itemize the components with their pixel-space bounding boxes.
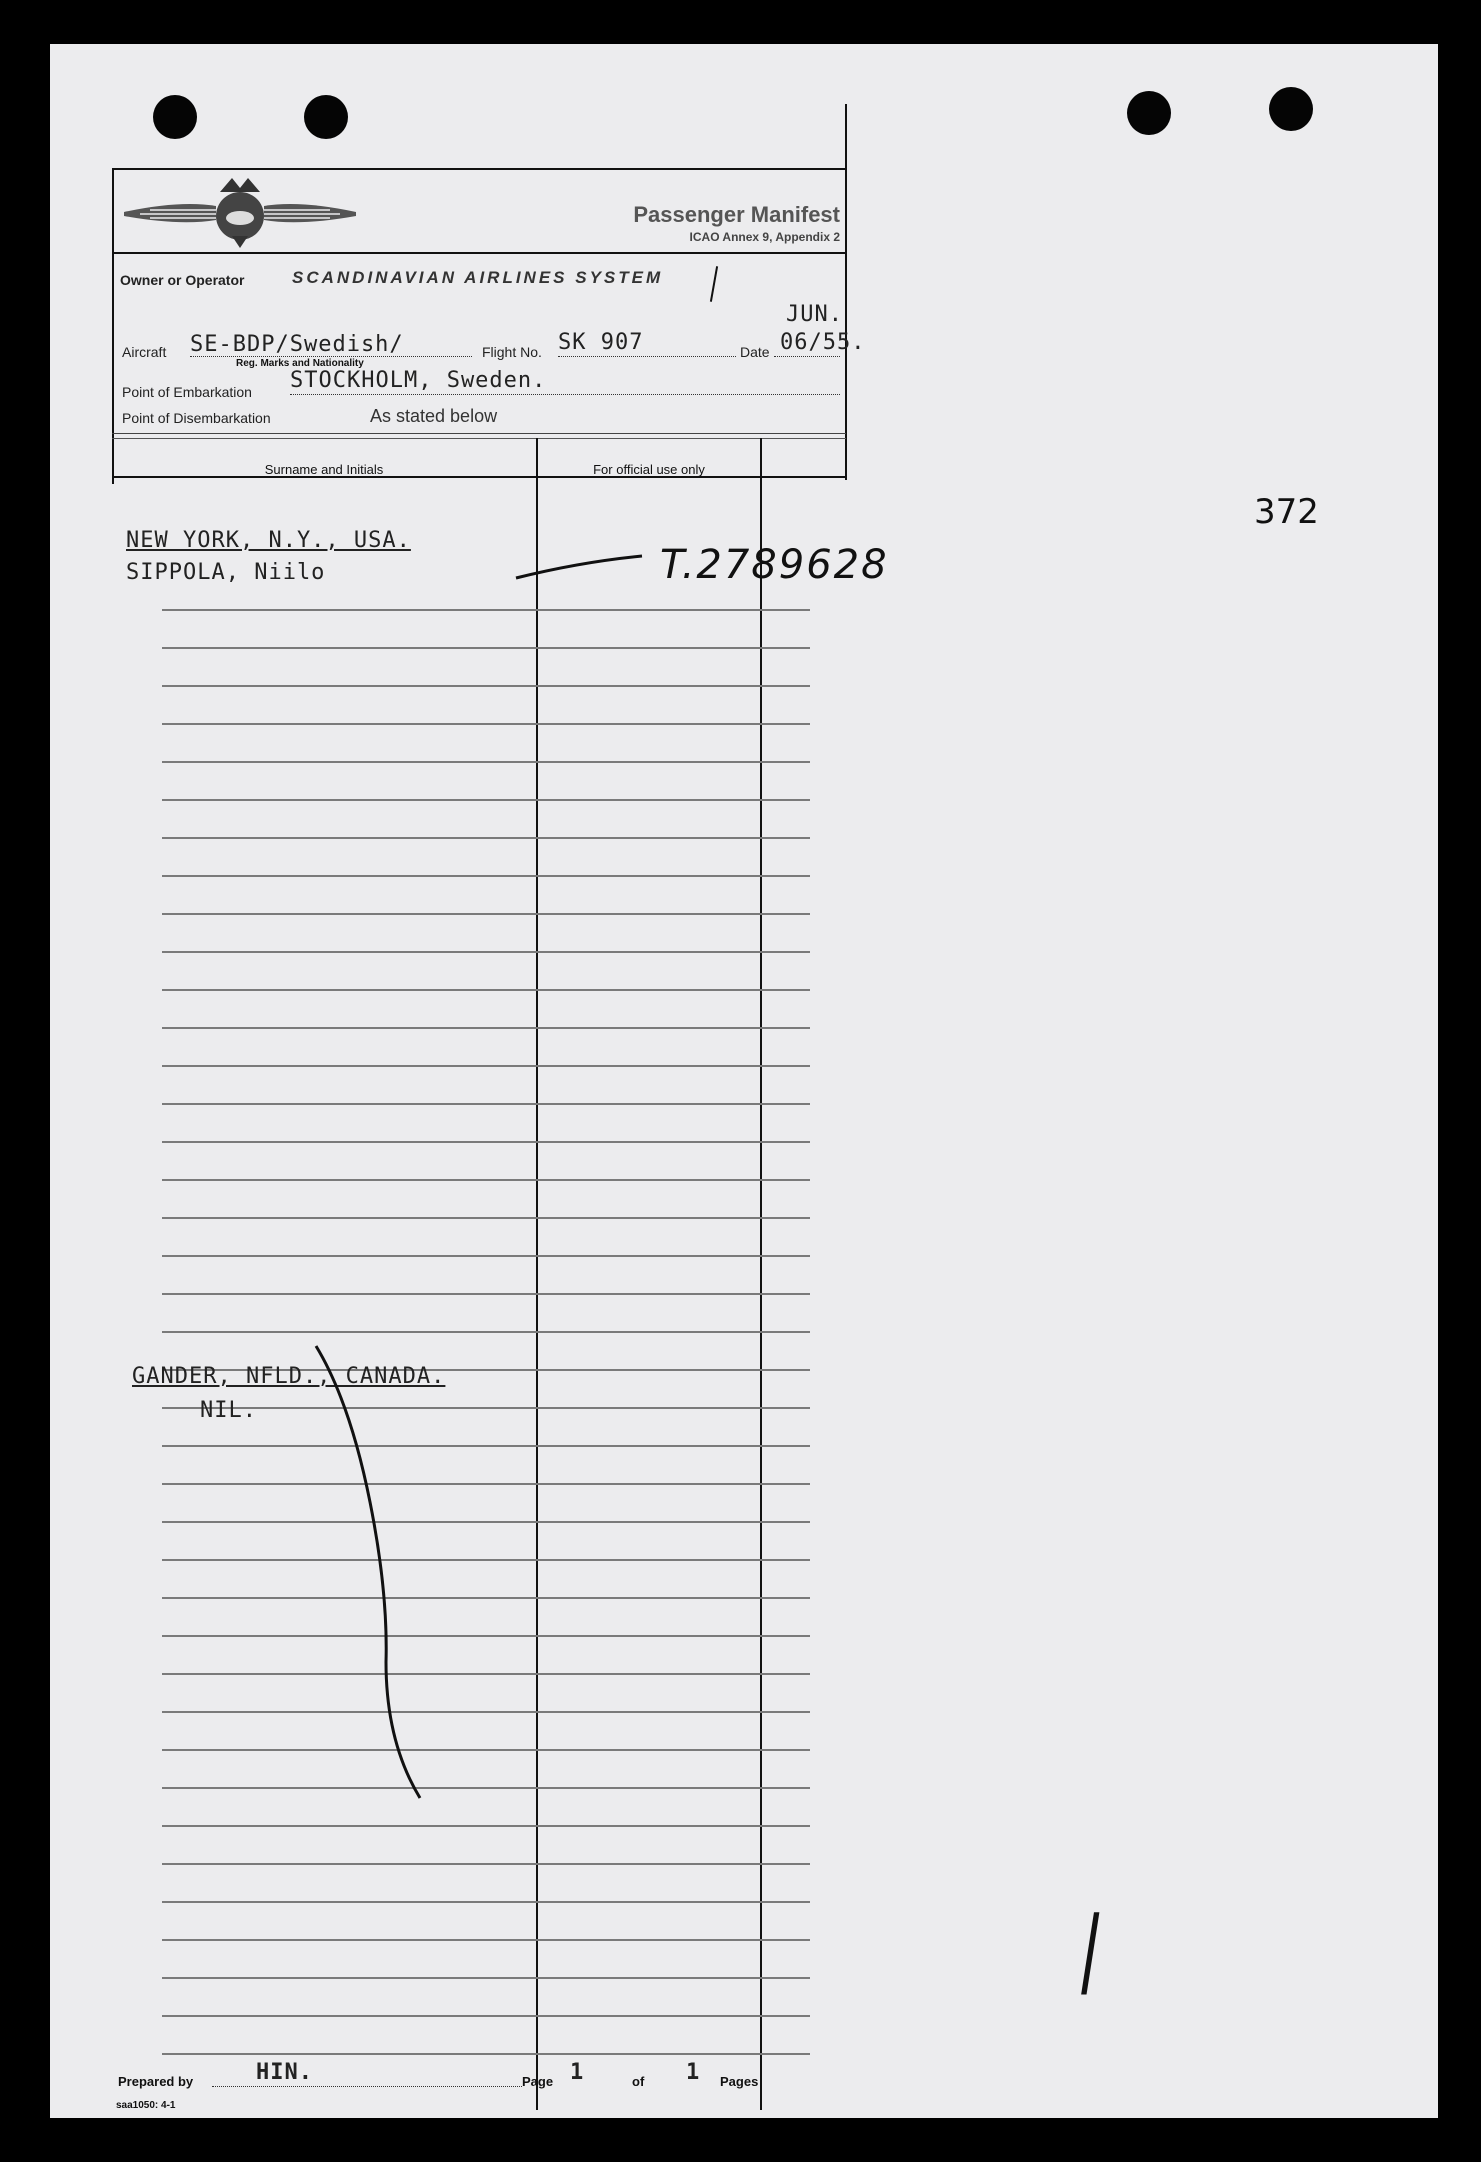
manifest-row-rule bbox=[162, 1863, 810, 1865]
date-label: Date bbox=[740, 344, 770, 360]
manifest-row-rule bbox=[162, 1559, 810, 1561]
ruled-lines bbox=[162, 609, 810, 2109]
page-label: Page bbox=[522, 2074, 554, 2089]
aircraft-value: SE-BDP/Swedish/ bbox=[190, 332, 404, 357]
punch-hole bbox=[1127, 91, 1171, 135]
nil-entry: NIL. bbox=[200, 1398, 257, 1423]
manifest-row-rule bbox=[162, 723, 810, 725]
owner-value: SCANDINAVIAN AIRLINES SYSTEM bbox=[292, 268, 664, 287]
manifest-row-rule bbox=[162, 1293, 810, 1295]
manifest-row-rule bbox=[162, 875, 810, 877]
official-check-mark bbox=[510, 548, 650, 588]
official-reference-number: T.2789628 bbox=[660, 542, 889, 588]
manifest-row-rule bbox=[162, 799, 810, 801]
manifest-row-rule bbox=[162, 1787, 810, 1789]
manifest-row-rule bbox=[162, 913, 810, 915]
manifest-row-rule bbox=[162, 761, 810, 763]
handwritten-stroke bbox=[310, 1342, 430, 1802]
reg-marks-label: Reg. Marks and Nationality bbox=[236, 358, 364, 369]
destination-new-york: NEW YORK, N.Y., USA. bbox=[126, 528, 411, 553]
page-value: 1 bbox=[570, 2060, 585, 2085]
manifest-row-rule bbox=[162, 2015, 810, 2017]
manifest-row-rule bbox=[162, 1521, 810, 1523]
embarkation-value: STOCKHOLM, Sweden. bbox=[290, 368, 547, 393]
prepared-by-label: Prepared by bbox=[118, 2074, 194, 2089]
manifest-row-rule bbox=[162, 1483, 810, 1485]
manifest-row-rule bbox=[162, 1141, 810, 1143]
manifest-row-rule bbox=[162, 647, 810, 649]
manifest-row-rule bbox=[162, 1103, 810, 1105]
aircraft-label: Aircraft bbox=[122, 344, 167, 360]
manifest-row-rule bbox=[162, 1635, 810, 1637]
manifest-row-rule bbox=[162, 1939, 810, 1941]
manifest-row-rule bbox=[162, 1217, 810, 1219]
manifest-row-rule bbox=[162, 1901, 810, 1903]
manifest-row-rule bbox=[162, 2053, 810, 2055]
manifest-row-rule bbox=[162, 989, 810, 991]
manifest-row-rule bbox=[162, 951, 810, 953]
punch-hole bbox=[153, 95, 197, 139]
manifest-row-rule bbox=[162, 1673, 810, 1675]
flight-label: Flight No. bbox=[482, 344, 542, 360]
disembarkation-value: As stated below bbox=[370, 406, 498, 426]
manifest-row-rule bbox=[162, 1597, 810, 1599]
owner-label: Owner or Operator bbox=[120, 272, 245, 288]
embarkation-label: Point of Embarkation bbox=[122, 384, 252, 400]
destination-gander: GANDER, NFLD., CANADA. bbox=[132, 1364, 446, 1389]
manifest-row-rule bbox=[162, 1749, 810, 1751]
column-header-official: For official use only bbox=[593, 462, 705, 477]
manifest-row-rule bbox=[162, 837, 810, 839]
manifest-row-rule bbox=[162, 1407, 810, 1409]
prepared-by-value: HIN. bbox=[256, 2060, 313, 2085]
column-header-surname: Surname and Initials bbox=[264, 462, 384, 477]
manifest-row-rule bbox=[162, 1179, 810, 1181]
date-value: 06/55. bbox=[780, 330, 866, 355]
manifest-row-rule bbox=[162, 1331, 810, 1333]
manifest-row-rule bbox=[162, 1445, 810, 1447]
pages-label: Pages bbox=[720, 2074, 759, 2089]
page-total-value: 1 bbox=[686, 2060, 701, 2085]
manifest-row-rule bbox=[162, 685, 810, 687]
manifest-subtitle: ICAO Annex 9, Appendix 2 bbox=[689, 230, 840, 244]
flight-value: SK 907 bbox=[558, 330, 644, 355]
date-month: JUN. bbox=[786, 302, 843, 327]
manifest-row-rule bbox=[162, 1255, 810, 1257]
manifest-row-rule bbox=[162, 1825, 810, 1827]
manifest-row-rule bbox=[162, 1027, 810, 1029]
form-code: saa1050: 4-1 bbox=[116, 2100, 176, 2111]
of-label: of bbox=[632, 2074, 645, 2089]
manifest-row-rule bbox=[162, 609, 810, 611]
manifest-row-rule bbox=[162, 1977, 810, 1979]
disembarkation-label: Point of Disembarkation bbox=[122, 410, 271, 426]
passenger-name: SIPPOLA, Niilo bbox=[126, 560, 326, 585]
right-margin-mark: / bbox=[1081, 1892, 1100, 2009]
manifest-row-rule bbox=[162, 1065, 810, 1067]
manifest-title: Passenger Manifest bbox=[633, 202, 840, 227]
punch-hole bbox=[304, 95, 348, 139]
manifest-row-rule bbox=[162, 1711, 810, 1713]
owner-slash bbox=[710, 266, 718, 302]
airline-logo bbox=[120, 174, 360, 250]
punch-hole bbox=[1269, 87, 1313, 131]
page-number-annotation: 372 bbox=[1254, 492, 1319, 532]
manifest-sheet bbox=[50, 44, 1438, 2118]
